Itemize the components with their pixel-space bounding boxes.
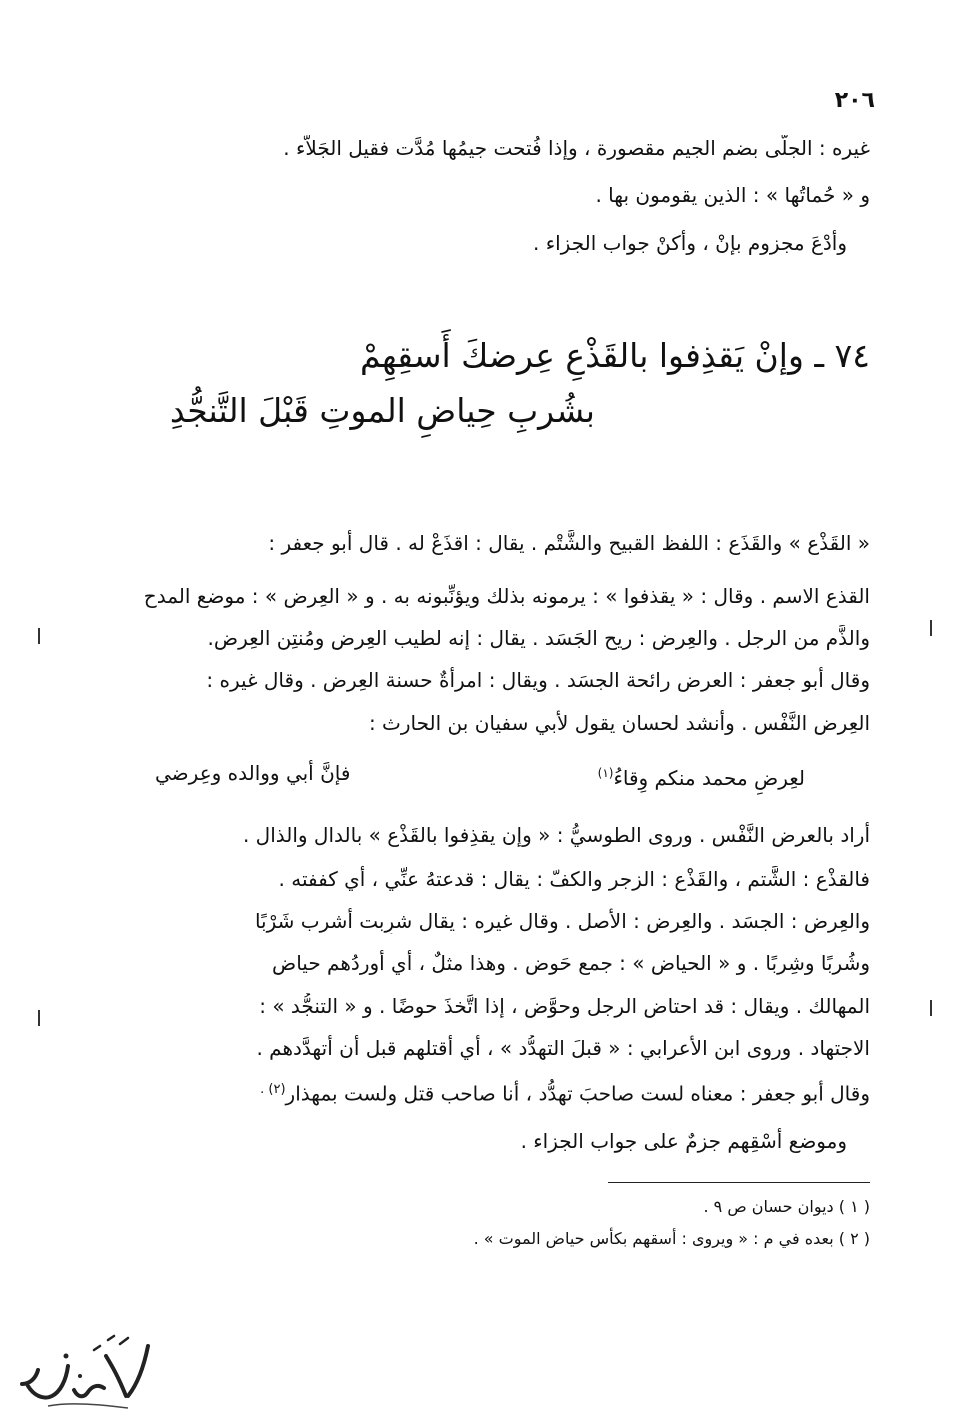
text-line: وقال أبو جعفر : العرض رائحة الجسَد . ويقال : امرأةٌ حسنة العِرض . وقال غيره : (206, 668, 870, 692)
footnote-reference: (٢) . (260, 1082, 286, 1097)
text-line: والذَّم من الرجل . والعِرض : ريح الجَسَد . يقال : إنه لطيب العِرض ومُنتِن العِرض. (207, 626, 870, 650)
text-line (100, 1077, 870, 1107)
footnote-separator (608, 1182, 870, 1183)
text-line: وشُربًا وشِربًا . و « الحياض » : جمع حَوض . وهذا مثلٌ ، أي أوردُهم حياض (272, 951, 870, 975)
poem-hemistich-right: فإنَّ أبي ووالده وعِرضي (155, 761, 351, 785)
verse-second-hemistich: بشُربِ حِياضِ الموتِ قَبْلَ التَّنجُّدِ (169, 391, 595, 430)
footnote: ( ٢ ) بعده في م : « ويروى : أسقهم بكأس حياض الموت » . (473, 1229, 870, 1248)
quoted-poem-line (155, 760, 805, 791)
text-line: وموضع أسْقِهم جزمٌ على جواب الجزاء . (520, 1129, 847, 1153)
page-number: ٢٠٦ (834, 88, 875, 113)
text-line: القذع الاسم . وقال : « يقذفوا » : يرمونه بذلك ويؤنِّبونه به . و « العِرض » : موضع المدح (143, 584, 870, 608)
margin-mark (38, 628, 40, 644)
text-line: وأدْعَ مجزوم بإنْ ، وأكنْ جواب الجزاء . (532, 231, 847, 255)
poem-hemistich-left (598, 760, 805, 791)
margin-mark (930, 1000, 932, 1016)
text-line: أراد بالعرض النَّفْس . وروى الطوسيُّ : « وإن يقذِفوا بالقَذْع » بالدال والذال . (242, 823, 870, 847)
text-line: فالقذْع : الشَّتم ، والقَذْع : الزجر والكفّ : يقال : قدعتهُ عنِّي ، أي كففته . (278, 867, 870, 891)
margin-mark (930, 620, 932, 636)
footnote-reference: (١) (597, 766, 614, 780)
text-line: والعِرض : الجسَد . والعِرض : الأصل . وقال غيره : يقال شرِبت أشرب شَرْبًا (254, 909, 870, 933)
text-line: العِرض النَّفْس . وأنشد لحسان يقول لأبي سفيان بن الحارث : (368, 711, 870, 735)
text-line: غيره : الجلَّى بضم الجيم مقصورة ، وإذا فُتحت جيمُها مُدَّت فقيل الجَلاَّء . (283, 136, 870, 160)
verse-first-hemistich: ٧٤ ـ وإنْ يَقذِفوا بالقَذْعِ عِرضكَ أَسقِهِمْ (359, 336, 870, 375)
text-line: و « حُماتُها » : الذين يقومون بها . (595, 183, 870, 207)
text-line: « القَذْع » والقَذَع : اللفظ القبيح والشَّتْم . يقال : اقذَعْ له . قال أبو جعفر : (268, 531, 870, 555)
footnote: ( ١ ) ديوان حسان ص ٩ . (703, 1197, 870, 1216)
poem-hemistich-left-text: لعِرضِ محمد منكم وِقاءُ (613, 765, 805, 790)
margin-mark (38, 1010, 40, 1026)
text-line-main: وقال أبو جعفر : معناه لست صاحبَ تهدُّد ، أنا صاحب قتل ولست بمهذار (285, 1081, 870, 1106)
calligraphy-stamp-icon (8, 1326, 158, 1416)
text-line: الاجتهاد . وروى ابن الأعرابي : « قبلَ التهدُّد » ، أي أقتلهم قبل أن أتهدَّدهم . (256, 1036, 870, 1060)
text-line: المهالك . ويقال : قد احتاض الرجل وحوَّض ، إذا اتَّخذَ حوضًا . و « التنجُّد » : (259, 994, 870, 1018)
library-stamp-logo (8, 1326, 158, 1416)
